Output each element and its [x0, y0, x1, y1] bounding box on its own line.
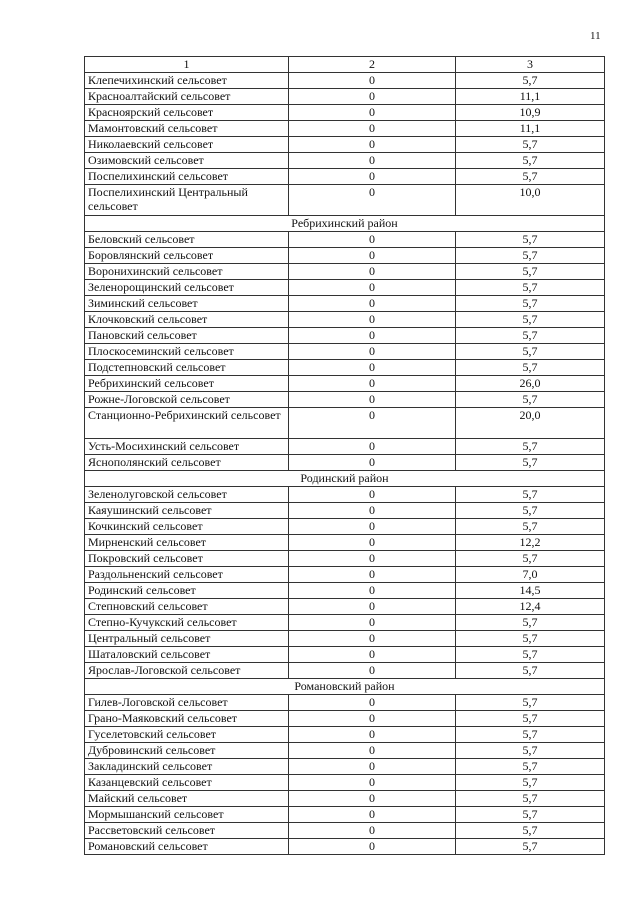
table-row: [85, 519, 605, 535]
column-2-value: 0: [289, 839, 456, 855]
settlement-name: Плоскосеминский сельсовет: [85, 344, 289, 360]
column-3-value: 5,7: [456, 487, 605, 503]
column-3-value: 5,7: [456, 839, 605, 855]
table-row: [85, 169, 605, 185]
column-3-value: 5,7: [456, 328, 605, 344]
settlement-name: Мамонтовский сельсовет: [85, 121, 289, 137]
column-3-value: 5,7: [456, 296, 605, 312]
table-row: [85, 631, 605, 647]
column-3-value: 5,7: [456, 519, 605, 535]
table-row: [85, 408, 605, 439]
settlement-name: Рожне-Логовской сельсовет: [85, 392, 289, 408]
table-row: [85, 312, 605, 328]
column-3-value: 5,7: [456, 711, 605, 727]
column-2-value: 0: [289, 89, 456, 105]
table-row: [85, 392, 605, 408]
column-2-value: 0: [289, 328, 456, 344]
column-2-value: 0: [289, 137, 456, 153]
settlement-name: Подстепновский сельсовет: [85, 360, 289, 376]
column-3-value: 5,7: [456, 727, 605, 743]
table-row: [85, 551, 605, 567]
settlement-name: Беловский сельсовет: [85, 232, 289, 248]
column-3-value: 5,7: [456, 280, 605, 296]
column-2-value: 0: [289, 392, 456, 408]
table-row: [85, 105, 605, 121]
column-2-value: 0: [289, 73, 456, 89]
settlement-name: Гилев-Логовской сельсовет: [85, 695, 289, 711]
column-2-value: 0: [289, 599, 456, 615]
table-row: [85, 567, 605, 583]
column-3-value: 5,7: [456, 807, 605, 823]
column-2-value: 0: [289, 775, 456, 791]
settlement-name: Шаталовский сельсовет: [85, 647, 289, 663]
table-row: [85, 711, 605, 727]
table-row: [85, 503, 605, 519]
table-row: [85, 376, 605, 392]
column-3-value: 5,7: [456, 503, 605, 519]
column-2-value: 0: [289, 727, 456, 743]
column-3-value: 5,7: [456, 647, 605, 663]
column-3-value: 5,7: [456, 344, 605, 360]
table-row: [85, 615, 605, 631]
column-2-value: 0: [289, 487, 456, 503]
table-row: [85, 89, 605, 105]
settlement-name: Станционно-Ребрихинский сельсовет: [85, 408, 289, 439]
table-row: [85, 727, 605, 743]
table-row: [85, 599, 605, 615]
settlement-name: Зеленолуговской сельсовет: [85, 487, 289, 503]
table-row: [85, 583, 605, 599]
section-title: Романовский район: [85, 679, 605, 695]
column-2-value: 0: [289, 711, 456, 727]
settlement-name: Николаевский сельсовет: [85, 137, 289, 153]
column-3-value: 5,7: [456, 360, 605, 376]
section-title: Ребрихинский район: [85, 216, 605, 232]
settlement-name: Зеленорощинский сельсовет: [85, 280, 289, 296]
table-row: [85, 280, 605, 296]
settlement-name: Степновский сельсовет: [85, 599, 289, 615]
header-row: [85, 57, 605, 73]
settlement-name: Майский сельсовет: [85, 791, 289, 807]
table-row: [85, 153, 605, 169]
column-2-value: 0: [289, 519, 456, 535]
settlement-name: Казанцевский сельсовет: [85, 775, 289, 791]
column-3-value: 5,7: [456, 759, 605, 775]
settlement-name: Зиминский сельсовет: [85, 296, 289, 312]
column-3-value: 10,9: [456, 105, 605, 121]
allocation-table: [84, 56, 605, 855]
column-2-value: 0: [289, 153, 456, 169]
column-3-value: 11,1: [456, 89, 605, 105]
column-2-value: 0: [289, 296, 456, 312]
table-row: [85, 647, 605, 663]
table-row: [85, 248, 605, 264]
column-3-value: 5,7: [456, 392, 605, 408]
column-2-value: 0: [289, 439, 456, 455]
column-2-value: 0: [289, 663, 456, 679]
column-2-value: 0: [289, 105, 456, 121]
column-2-value: 0: [289, 583, 456, 599]
settlement-name: Яснополянский сельсовет: [85, 455, 289, 471]
header-col-1: 1: [85, 57, 289, 73]
column-2-value: 0: [289, 791, 456, 807]
table-row: [85, 807, 605, 823]
column-2-value: 0: [289, 185, 456, 216]
column-3-value: 14,5: [456, 583, 605, 599]
table-row: [85, 487, 605, 503]
column-3-value: 5,7: [456, 791, 605, 807]
column-2-value: 0: [289, 408, 456, 439]
column-3-value: 5,7: [456, 695, 605, 711]
column-2-value: 0: [289, 121, 456, 137]
settlement-name: Дубровинский сельсовет: [85, 743, 289, 759]
column-3-value: 5,7: [456, 232, 605, 248]
table-row: [85, 759, 605, 775]
column-2-value: 0: [289, 376, 456, 392]
settlement-name: Поспелихинский сельсовет: [85, 169, 289, 185]
settlement-name: Ребрихинский сельсовет: [85, 376, 289, 392]
section-header-row: [85, 216, 605, 232]
table-row: [85, 137, 605, 153]
settlement-name: Степно-Кучукский сельсовет: [85, 615, 289, 631]
column-2-value: 0: [289, 232, 456, 248]
table-row: [85, 328, 605, 344]
settlement-name: Грано-Маяковский сельсовет: [85, 711, 289, 727]
settlement-name: Поспелихинский Центральный сельсовет: [85, 185, 289, 216]
column-2-value: 0: [289, 631, 456, 647]
column-2-value: 0: [289, 823, 456, 839]
settlement-name: Мормышанский сельсовет: [85, 807, 289, 823]
settlement-name: Пановский сельсовет: [85, 328, 289, 344]
settlement-name: Раздольненский сельсовет: [85, 567, 289, 583]
column-2-value: 0: [289, 312, 456, 328]
table-row: [85, 743, 605, 759]
page-number: 11: [590, 30, 601, 42]
column-2-value: 0: [289, 551, 456, 567]
table-row: [85, 663, 605, 679]
column-3-value: 26,0: [456, 376, 605, 392]
table-row: [85, 264, 605, 280]
table-row: [85, 839, 605, 855]
table-row: [85, 775, 605, 791]
settlement-name: Романовский сельсовет: [85, 839, 289, 855]
table-row: [85, 455, 605, 471]
column-3-value: 10,0: [456, 185, 605, 216]
settlement-name: Кочкинский сельсовет: [85, 519, 289, 535]
column-2-value: 0: [289, 344, 456, 360]
column-3-value: 5,7: [456, 439, 605, 455]
column-3-value: 5,7: [456, 73, 605, 89]
table-row: [85, 535, 605, 551]
table-row: [85, 695, 605, 711]
column-3-value: 5,7: [456, 615, 605, 631]
settlement-name: Рассветовский сельсовет: [85, 823, 289, 839]
table-row: [85, 360, 605, 376]
settlement-name: Усть-Мосихинский сельсовет: [85, 439, 289, 455]
section-header-row: [85, 471, 605, 487]
column-2-value: 0: [289, 360, 456, 376]
column-3-value: 5,7: [456, 743, 605, 759]
column-3-value: 5,7: [456, 551, 605, 567]
column-2-value: 0: [289, 567, 456, 583]
settlement-name: Закладинский сельсовет: [85, 759, 289, 775]
column-3-value: 5,7: [456, 775, 605, 791]
table-row: [85, 73, 605, 89]
column-3-value: 5,7: [456, 264, 605, 280]
column-3-value: 7,0: [456, 567, 605, 583]
column-2-value: 0: [289, 503, 456, 519]
column-3-value: 12,2: [456, 535, 605, 551]
settlement-name: Ярослав-Логовской сельсовет: [85, 663, 289, 679]
column-3-value: 11,1: [456, 121, 605, 137]
column-2-value: 0: [289, 248, 456, 264]
column-3-value: 5,7: [456, 248, 605, 264]
settlement-name: Клепечихинский сельсовет: [85, 73, 289, 89]
settlement-name: Родинский сельсовет: [85, 583, 289, 599]
table-row: [85, 823, 605, 839]
column-3-value: 12,4: [456, 599, 605, 615]
settlement-name: Каяушинский сельсовет: [85, 503, 289, 519]
column-3-value: 5,7: [456, 137, 605, 153]
column-3-value: 5,7: [456, 823, 605, 839]
header-col-3: 3: [456, 57, 605, 73]
settlement-name: Красноалтайский сельсовет: [85, 89, 289, 105]
settlement-name: Гуселетовский сельсовет: [85, 727, 289, 743]
settlement-name: Центральный сельсовет: [85, 631, 289, 647]
header-col-2: 2: [289, 57, 456, 73]
column-2-value: 0: [289, 743, 456, 759]
settlement-name: Озимовский сельсовет: [85, 153, 289, 169]
section-title: Родинский район: [85, 471, 605, 487]
column-3-value: 5,7: [456, 631, 605, 647]
column-2-value: 0: [289, 169, 456, 185]
column-3-value: 5,7: [456, 312, 605, 328]
settlement-name: Мирненский сельсовет: [85, 535, 289, 551]
section-header-row: [85, 679, 605, 695]
table-row: [85, 121, 605, 137]
table-row: [85, 791, 605, 807]
table-row: [85, 232, 605, 248]
column-2-value: 0: [289, 264, 456, 280]
column-2-value: 0: [289, 695, 456, 711]
column-2-value: 0: [289, 535, 456, 551]
settlement-name: Воронихинский сельсовет: [85, 264, 289, 280]
settlement-name: Покровский сельсовет: [85, 551, 289, 567]
table-row: [85, 439, 605, 455]
column-2-value: 0: [289, 759, 456, 775]
table-row: [85, 296, 605, 312]
column-3-value: 20,0: [456, 408, 605, 439]
column-3-value: 5,7: [456, 455, 605, 471]
column-3-value: 5,7: [456, 663, 605, 679]
table-row: [85, 185, 605, 216]
settlement-name: Красноярский сельсовет: [85, 105, 289, 121]
column-2-value: 0: [289, 455, 456, 471]
table-row: [85, 344, 605, 360]
column-3-value: 5,7: [456, 153, 605, 169]
column-2-value: 0: [289, 647, 456, 663]
table-body: [85, 73, 605, 855]
column-2-value: 0: [289, 615, 456, 631]
settlement-name: Боровлянский сельсовет: [85, 248, 289, 264]
column-3-value: 5,7: [456, 169, 605, 185]
column-2-value: 0: [289, 807, 456, 823]
column-2-value: 0: [289, 280, 456, 296]
settlement-name: Клочковский сельсовет: [85, 312, 289, 328]
